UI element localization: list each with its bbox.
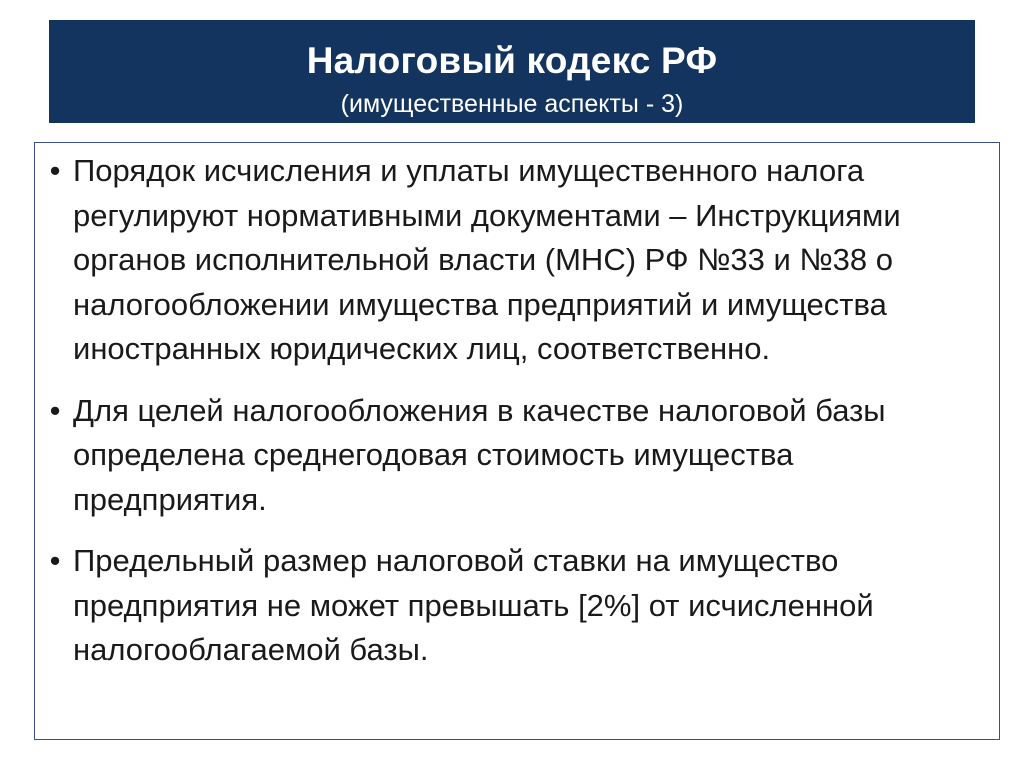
bullet-list xyxy=(35,149,999,690)
slide-title: Налоговый кодекс РФ xyxy=(306,40,718,81)
bullet-item-2 xyxy=(35,389,999,523)
bullet-text: Для целей налогообложения в качестве налоговой базы определена среднегодовая стоимость имущества предприятия. xyxy=(73,392,886,517)
bullet-item-1 xyxy=(35,149,999,372)
content-box xyxy=(34,142,1000,740)
bullet-text: Предельный размер налоговой ставки на имущество предприятия не может превышать [2%] от исчисленной налогооблагаемой базы. xyxy=(73,543,874,667)
bullet-icon: • xyxy=(49,153,61,188)
title-banner xyxy=(49,20,975,123)
slide-subtitle: (имущественные аспекты - 3) xyxy=(340,90,684,118)
bullet-icon: • xyxy=(49,392,61,428)
bullet-item-3 xyxy=(35,539,999,673)
bullet-text: Порядок исчисления и уплаты имущественного налога регулируют нормативными документами – Инструкциями органов исполнительной власти (МНС) РФ №33 и №38 о налогообложении имущества предприятий и имущества иностранных юридических лиц, соответственно. xyxy=(73,153,901,366)
bullet-icon: • xyxy=(49,543,61,578)
